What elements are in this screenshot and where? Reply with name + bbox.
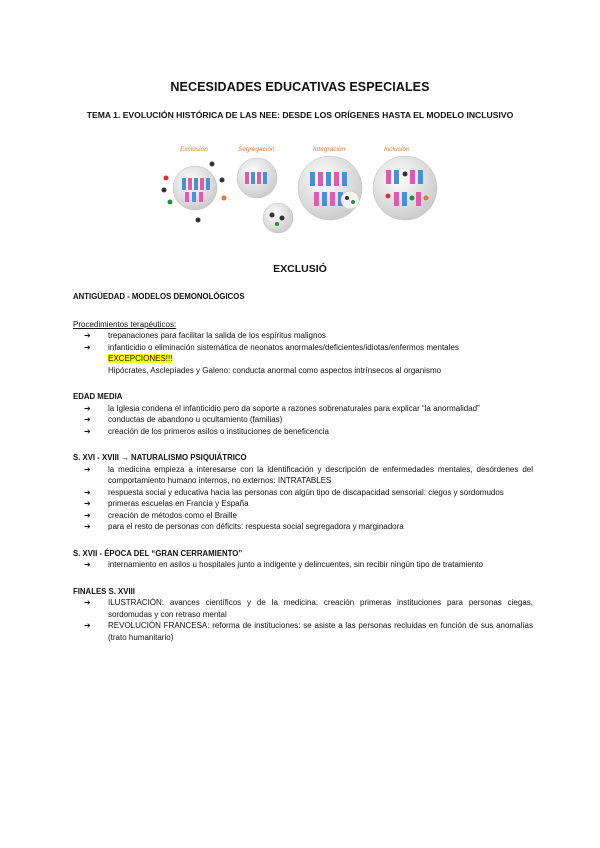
section-heading-finales-xviii: FINALES S. XVIII bbox=[73, 586, 135, 596]
list-item: ➔ infanticidio o eliminación sistemática de neonatos anormales/deficientes/idiotas/enfermos mentales bbox=[84, 342, 459, 352]
section-heading-edad-media: EDAD MEDIA bbox=[73, 392, 123, 401]
list-item: ➔ conductas de abandono u ocultamiento (familias) bbox=[84, 415, 283, 424]
highlighted-text: EXCEPCIONES!!! bbox=[108, 354, 173, 363]
exceptions-note: Hipócrates, Asclepíades y Galeno: conducta anormal como aspectos intrínsecos al organismo bbox=[108, 365, 442, 375]
right-arrow-icon: ➔ bbox=[84, 522, 91, 531]
right-arrow-icon: ➔ bbox=[84, 487, 91, 497]
right-arrow-icon: ➔ bbox=[84, 403, 91, 413]
list-item: ➔ REVOLUCIÓN FRANCESA: reforma de instituciones: se asiste a las personas recluidas en función de sus anomalías (trato humanitario) bbox=[84, 621, 533, 642]
right-arrow-icon: ➔ bbox=[84, 342, 91, 352]
list-finales-xviii bbox=[73, 597, 533, 643]
list-gran-cerramiento bbox=[73, 559, 533, 571]
segregation-circle-small bbox=[263, 203, 293, 233]
figure-label-inclusion: Inclusión bbox=[384, 146, 410, 153]
list-item: ➔ ILUSTRACIÓN: avances científicos y de la medicina: creación primeras instituciones para personas ciegas, sordomudas y con retraso mental bbox=[84, 598, 533, 619]
list-naturalismo bbox=[73, 464, 533, 533]
right-arrow-icon: ➔ bbox=[84, 510, 91, 520]
document-title: NECESIDADES EDUCATIVAS ESPECIALES bbox=[170, 80, 430, 94]
list-item: ➔ primeras escuelas en Francia y España bbox=[84, 499, 249, 508]
document-subtitle: TEMA 1. EVOLUCIÓN HISTÓRICA DE LAS NEE: DESDE LOS ORÍGENES HASTA EL MODELO INCLUSIVO bbox=[86, 110, 514, 120]
list-item: ➔ la medicina empieza a interesarse con la identificación y descripción de enfermedades mentales, desórdenes del comportamiento humano internos, no externos: INTRATABLES bbox=[84, 464, 533, 485]
section-heading-gran-cerramiento: S. XVII - ÉPOCA DEL “GRAN CERRAMIENTO” bbox=[73, 548, 243, 558]
list-item: ➔ para el resto de personas con déficits: respuesta social segregadora y marginadora bbox=[84, 522, 404, 531]
right-arrow-icon: ➔ bbox=[84, 598, 91, 607]
section-title: EXCLUSIÓ bbox=[273, 263, 327, 275]
inclusion-models-illustration bbox=[150, 140, 450, 240]
right-arrow-icon: ➔ bbox=[84, 464, 91, 474]
figure-label-exclusion: Exclusión bbox=[180, 146, 208, 153]
section-heading-antiguedad: ANTIGÜEDAD - MODELOS DEMONOLÓGICOS bbox=[73, 292, 245, 301]
right-arrow-icon: ➔ bbox=[84, 426, 91, 436]
list-item: ➔ respuesta social y educativa hacia las personas con algún tipo de discapacidad sensorial: ciegos y sordomudos bbox=[84, 487, 504, 497]
list-item: ➔ internamiento en asilos u hospitales junto a indigente y delincuentes, sin recibir ningún tipo de tratamiento bbox=[84, 560, 483, 569]
figure-label-segregation: Segregación bbox=[238, 146, 275, 153]
list-item: ➔ trepanaciones para facilitar la salida de los espíritus malignos bbox=[84, 331, 326, 340]
figure-label-integration: Integración bbox=[313, 146, 346, 153]
list-item: ➔ la Iglesia condena el infanticidio pero da soporte a razones sobrenaturales para explicar “la anormalidad” bbox=[84, 403, 480, 413]
integration-circle bbox=[298, 156, 362, 220]
right-arrow-icon: ➔ bbox=[84, 499, 91, 508]
right-arrow-icon: ➔ bbox=[84, 621, 91, 630]
exceptions-line bbox=[73, 353, 533, 365]
section-heading-naturalismo: S. XVI - XVIII → NATURALISMO PSIQUIÁTRICO bbox=[73, 453, 247, 462]
subheading-procedimientos: Procedimientos terapéuticos: bbox=[73, 319, 177, 329]
right-arrow-icon: ➔ bbox=[84, 331, 91, 340]
list-item: ➔ creación de métodos como el Braille bbox=[84, 510, 237, 520]
right-arrow-icon: ➔ bbox=[84, 415, 91, 424]
inclusion-circle bbox=[373, 156, 437, 220]
integration-inner-circle bbox=[341, 191, 359, 209]
list-edad-media bbox=[73, 403, 533, 438]
list-item: ➔ creación de los primeros asilos o instituciones de beneficencia bbox=[84, 426, 330, 436]
document-body bbox=[73, 291, 533, 643]
list-antiguedad bbox=[73, 330, 533, 353]
right-arrow-icon: ➔ bbox=[84, 560, 91, 569]
